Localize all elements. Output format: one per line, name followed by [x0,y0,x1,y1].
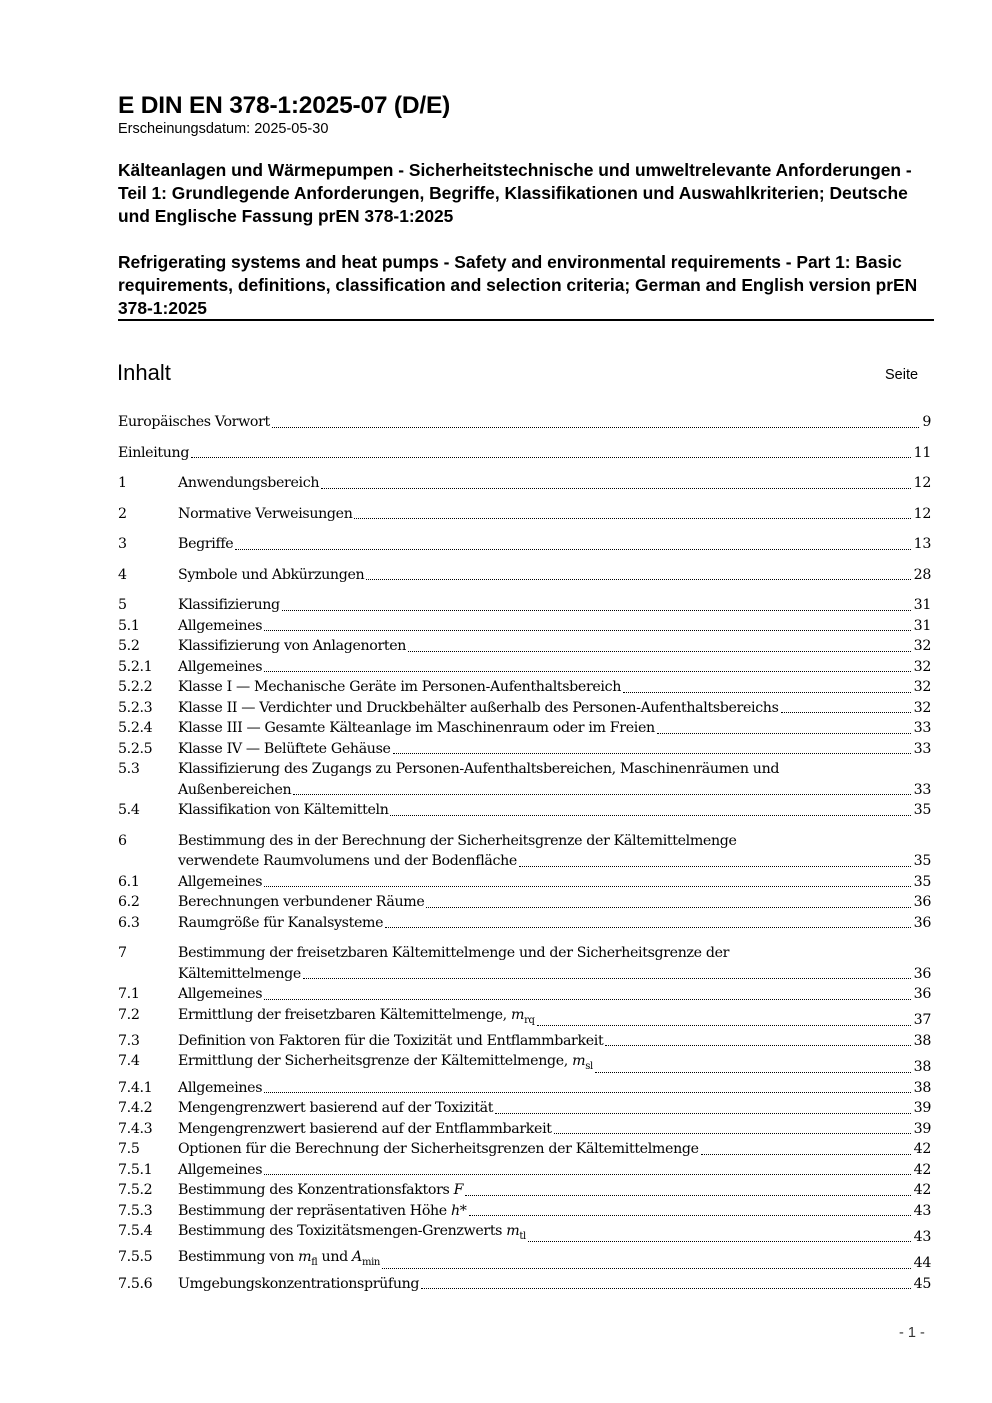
title-english: Refrigerating systems and heat pumps - Safety and environmental requirements - Part 1: Basic requirements, definitions, classification and selection criteria; German and English version prEN 378-1:2025 [118,252,918,318]
toc-entry-title: Ermittlung der Sicherheitsgrenze der Kältemittelmenge, $m_{sl}$ [178,1053,593,1073]
toc-entry-title: Klasse II — Verdichter und Druckbehälter außerhalb des Personen-Aufenthaltsbereichs [178,699,779,716]
toc-entry-number: 7.5.2 [118,1182,153,1199]
toc-entry-title: Allgemeines [178,658,263,675]
toc-entry-number: 7.4.1 [118,1079,153,1096]
toc-entry-page: 38 [913,1059,931,1076]
dot-leader [528,1241,911,1242]
toc-entry-page: 38 [913,1079,931,1096]
toc-entry-body [178,1005,931,1031]
formula-symbol: m [510,1006,525,1023]
toc-entry-body [178,943,931,984]
document-id: E DIN EN 378-1:2025-07 (D/E) [118,92,451,119]
toc-entry-title: Klassifizierung [178,597,280,613]
toc-entry-body [178,1098,931,1119]
toc-entry[interactable] [118,1051,931,1077]
dot-leader [264,999,910,1000]
toc-entry-title-line1: Bestimmung der freisetzbaren Kältemittelmenge und der Sicherheitsgrenze der [178,945,730,961]
toc-entry[interactable] [118,800,931,821]
toc-entry-page: 11 [913,444,931,461]
dot-leader [385,927,911,928]
dot-leader [282,610,911,611]
formula-symbol: m [572,1053,586,1070]
dot-leader [421,1288,910,1289]
toc-entry-title: Optionen für die Berechnung der Sicherheitsgrenzen der Kältemittelmenge [178,1141,699,1158]
toc-entry-page: 32 [913,658,931,675]
toc-entry-page: 45 [913,1275,931,1292]
toc-entry-title-line1: Bestimmung des in der Berechnung der Sicherheitsgrenze der Kältemittelmenge [178,832,737,849]
toc-entry-body [178,913,931,934]
toc-entry[interactable] [118,1098,931,1119]
toc-entry-title: Allgemeines [178,1079,263,1096]
toc-entry-number: 7 [118,945,127,961]
dot-leader [303,978,911,979]
toc-entry-body [178,1221,931,1247]
dot-leader [605,1045,910,1046]
toc-entry-body [178,657,931,678]
toc-entry-body [178,1180,931,1201]
toc-entry-title: Raumgröße für Kanalsysteme [178,914,384,931]
toc-entry[interactable] [118,636,931,657]
toc-entry-title: Bestimmung der repräsentativen Höhe h* [178,1202,467,1219]
toc-entry-title: Einleitung [118,444,190,461]
dot-leader [519,866,911,867]
toc-entry-page: 42 [913,1182,931,1199]
formula-subscript: fl [311,1257,318,1269]
toc-entry[interactable] [118,759,931,800]
toc-entry-number: 7.4.2 [118,1100,153,1117]
publication-date: Erscheinungsdatum: 2025-05-30 [118,121,329,137]
toc-entry[interactable] [118,565,931,586]
toc-entry-title: Bestimmung des Toxizitätsmengen-Grenzwerts $m_{tl}$ [178,1223,526,1242]
toc-entry-page: 39 [913,1100,931,1117]
toc-entry-title-line2 [178,780,931,801]
toc-entry-title: Allgemeines [178,986,263,1002]
toc-entry-title: Klassifikation von Kältemitteln [178,802,389,818]
toc-entry[interactable] [118,677,931,698]
dot-leader [354,518,910,519]
toc-entry-body [178,636,931,657]
dot-leader [264,630,910,631]
toc-entry-number: 7.4 [118,1053,140,1070]
toc-entry-page: 43 [913,1228,931,1245]
toc-entry-page: 33 [913,781,931,798]
dot-leader [235,549,910,550]
toc-entry-body [178,892,931,913]
toc-entry[interactable] [118,443,931,464]
toc-entry-body [178,616,931,637]
toc-entry[interactable] [118,1119,931,1140]
toc-entry-title: Normative Verweisungen [178,505,353,522]
toc-entry-number: 7.4.3 [118,1120,153,1137]
toc-entry[interactable] [118,1005,931,1031]
toc-entry-body [178,1160,931,1181]
toc-entry[interactable] [118,892,931,913]
toc-entry-title: Bestimmung von $m_{fl}$ und $A_{min}$ [178,1249,381,1269]
toc-entry[interactable] [118,1180,931,1201]
toc-entry-title: Umgebungskonzentrationsprüfung [178,1275,420,1292]
toc-entry-page: 42 [913,1161,931,1178]
formula-subscript: min [361,1257,381,1269]
toc-entry[interactable] [118,595,931,616]
toc-entry-title: Kältemittelmenge [178,965,301,982]
toc-entry-title: Mengengrenzwert basierend auf der Entflammbarkeit [178,1120,552,1137]
toc-entry[interactable] [118,1031,931,1052]
dot-leader [366,579,910,580]
toc-entry-title: Anwendungsbereich [178,475,320,491]
toc-entry-page: 35 [913,802,931,818]
toc-entry-page: 36 [913,894,931,910]
toc-entry-body [178,800,931,821]
toc-entry[interactable] [118,1201,931,1222]
toc-entry-title: Ermittlung der freisetzbaren Kältemittelmenge, $m_{rq}$ [178,1006,535,1026]
toc-entry-page: 42 [913,1141,931,1158]
dot-leader [657,733,911,734]
formula-subscript: tl [519,1230,526,1242]
formula-subscript: rq [524,1014,535,1026]
toc-entry-page: 31 [913,617,931,634]
dot-leader [272,427,919,428]
toc-entry-number: 5.2.2 [118,679,153,695]
toc-entry-number: 5 [118,597,127,613]
toc-entry-page: 32 [913,638,931,654]
toc-entry-body [178,1051,931,1077]
dot-leader [293,794,910,795]
toc-entry-body [178,595,931,616]
dot-leader [781,712,911,713]
toc-entry[interactable] [118,616,931,637]
toc-entry-page: 36 [913,965,931,982]
toc-entry-number: 7.5.5 [118,1249,153,1266]
toc-entry-number: 4 [118,566,127,583]
toc-entry-title: Mengengrenzwert basierend auf der Toxizität [178,1100,494,1117]
toc-entry-title: Berechnungen verbundener Räume [178,894,425,910]
toc-entry-title: Klassifizierung von Anlagenorten [178,638,407,654]
toc-page-column-label: Seite [885,367,919,383]
toc-entry[interactable] [118,504,931,525]
toc-entry-number: 5.2.1 [118,658,153,675]
dot-leader [264,671,910,672]
toc-entry-page: 12 [913,505,931,522]
toc-entry-number: 7.2 [118,1006,140,1023]
toc-entry[interactable] [118,412,931,433]
toc-entry-page: 44 [913,1255,931,1272]
dot-leader [623,692,911,693]
toc-entry-number: 5.3 [118,761,140,777]
toc-entry[interactable] [118,1221,931,1247]
formula-subscript: sl [585,1061,593,1073]
toc-entry[interactable] [118,943,931,984]
toc-entry[interactable] [118,1274,931,1295]
dot-leader [595,1072,911,1073]
toc-entry[interactable] [118,718,931,739]
toc-entry[interactable] [118,1247,931,1273]
dot-leader [495,1113,911,1114]
toc-entry-body [178,1274,931,1295]
toc-entry-body [178,1247,931,1273]
toc-entry-number: 5.2 [118,638,140,654]
toc-entry-title-line1: Klassifizierung des Zugangs zu Personen-Aufenthaltsbereichen, Maschinenräumen und [178,761,780,777]
toc-entry-page: 36 [913,986,931,1002]
toc-entry-page: 28 [913,566,931,583]
toc-entry[interactable] [118,473,931,494]
toc-entry[interactable] [118,657,931,678]
toc-entry-body [178,504,931,525]
toc-entry-title: Allgemeines [178,873,263,890]
toc-entry-number: 6.1 [118,873,140,890]
toc-entry-number: 2 [118,505,127,522]
toc-entry-body [178,1139,931,1160]
toc-entry-number: 7.3 [118,1032,140,1049]
dot-leader [264,1092,910,1093]
toc-entry-number: 5.1 [118,617,140,634]
toc-entry-body [118,412,931,433]
toc-entry-page: 43 [913,1202,931,1219]
dot-leader [393,753,911,754]
toc-entry-page: 39 [913,1120,931,1137]
formula-symbol: h* [451,1202,467,1219]
toc-entry-title: Klasse IV — Belüftete Gehäuse [178,740,391,757]
toc-entry[interactable] [118,984,931,1005]
formula-symbol: A [352,1249,362,1266]
toc-entry-number: 6 [118,832,127,849]
dot-leader [554,1133,911,1134]
dot-leader [537,1025,911,1026]
toc-entry-number: 7.5 [118,1141,140,1158]
toc-entry-title: Bestimmung des Konzentrationsfaktors F [178,1182,464,1199]
dot-leader [408,651,911,652]
toc-entry-body [178,1078,931,1099]
toc-entry[interactable] [118,1139,931,1160]
toc-entry-number: 7.5.6 [118,1275,153,1292]
dot-leader [191,457,911,458]
toc-entry-number: 5.2.3 [118,699,153,716]
toc-entry[interactable] [118,913,931,934]
toc-entry-title: Klasse I — Mechanische Geräte im Personen-Aufenthaltsbereich [178,679,621,695]
formula-symbol: F [453,1182,464,1199]
toc-entry-body [178,739,931,760]
toc-entry[interactable] [118,1160,931,1181]
toc-entry[interactable] [118,872,931,893]
toc-entry-body [178,831,931,872]
toc-entry-page: 37 [913,1012,931,1029]
toc-entry-title: verwendete Raumvolumens und der Bodenfläche [178,853,517,869]
dot-leader [321,488,911,489]
table-of-contents [118,412,931,1294]
toc-entry-number: 5.2.5 [118,740,153,757]
toc-entry-title: Außenbereichen [178,781,292,798]
dot-leader [264,886,910,887]
toc-entry-body [178,534,931,555]
toc-entry-title: Definition von Faktoren für die Toxizität und Entflammbarkeit [178,1032,604,1049]
toc-entry-page: 35 [913,853,931,869]
toc-entry-page: 31 [913,597,931,613]
toc-entry-body [178,473,931,494]
toc-entry-number: 6.2 [118,894,140,910]
toc-entry-body [178,759,931,800]
toc-heading: Inhalt [117,360,171,385]
toc-entry-page: 32 [913,679,931,695]
dot-leader [469,1215,911,1216]
toc-entry-title: Symbole und Abkürzungen [178,566,365,583]
toc-entry-body [178,1119,931,1140]
toc-entry-page: 32 [913,699,931,716]
toc-entry-number: 7.5.1 [118,1161,153,1178]
toc-entry-page: 35 [913,873,931,890]
toc-entry-title: Klasse III — Gesamte Kälteanlage im Maschinenraum oder im Freien [178,720,655,736]
toc-entry-number: 7.5.4 [118,1223,153,1240]
toc-entry[interactable] [118,1078,931,1099]
dot-leader [701,1154,911,1155]
formula-symbol: m [298,1249,312,1266]
dot-leader [465,1195,911,1196]
toc-entry-page: 38 [913,1032,931,1049]
toc-entry-body [178,984,931,1005]
dot-leader [390,815,910,816]
toc-entry-page: 12 [913,475,931,491]
toc-entry-page: 36 [913,914,931,931]
toc-entry-title-line2 [178,964,931,985]
toc-entry-body [178,698,931,719]
toc-entry-page: 33 [913,740,931,757]
toc-entry-body [178,565,931,586]
toc-entry-title: Allgemeines [178,617,263,634]
toc-entry-title: Europäisches Vorwort [118,414,270,430]
toc-entry-page: 9 [922,414,931,430]
toc-entry[interactable] [118,831,931,872]
title-divider [118,319,934,321]
page-number: - 1 - [899,1325,925,1341]
toc-entry-title-line2 [178,851,931,872]
toc-entry-body [178,677,931,698]
toc-entry-body [118,443,931,464]
toc-entry-number: 5.4 [118,802,140,818]
toc-entry-body [178,1031,931,1052]
toc-entry-body [178,1201,931,1222]
toc-entry-body [178,872,931,893]
toc-entry-number: 1 [118,475,127,491]
toc-entry-number: 3 [118,536,127,552]
toc-entry[interactable] [118,698,931,719]
formula-symbol: m [506,1223,520,1240]
dot-leader [426,907,910,908]
toc-entry-title: Begriffe [178,536,234,552]
toc-entry-page: 33 [913,720,931,736]
toc-entry-number: 7.5.3 [118,1202,153,1219]
toc-entry-number: 6.3 [118,914,140,931]
toc-entry-number: 7.1 [118,986,140,1002]
dot-leader [264,1174,910,1175]
toc-entry[interactable] [118,739,931,760]
dot-leader [382,1268,911,1269]
toc-entry-number: 5.2.4 [118,720,153,736]
toc-entry-body [178,718,931,739]
toc-entry-page: 13 [913,536,931,552]
title-german: Kälteanlagen und Wärmepumpen - Sicherheitstechnische und umweltrelevante Anforderungen - Teil 1: Grundlegende Anforderungen, Begriffe, Klassifikationen und Auswahlkriterien; Deutsche und Englische Fassung prEN 378-1:2025 [118,160,912,226]
toc-entry-title: Allgemeines [178,1161,263,1178]
toc-entry[interactable] [118,534,931,555]
